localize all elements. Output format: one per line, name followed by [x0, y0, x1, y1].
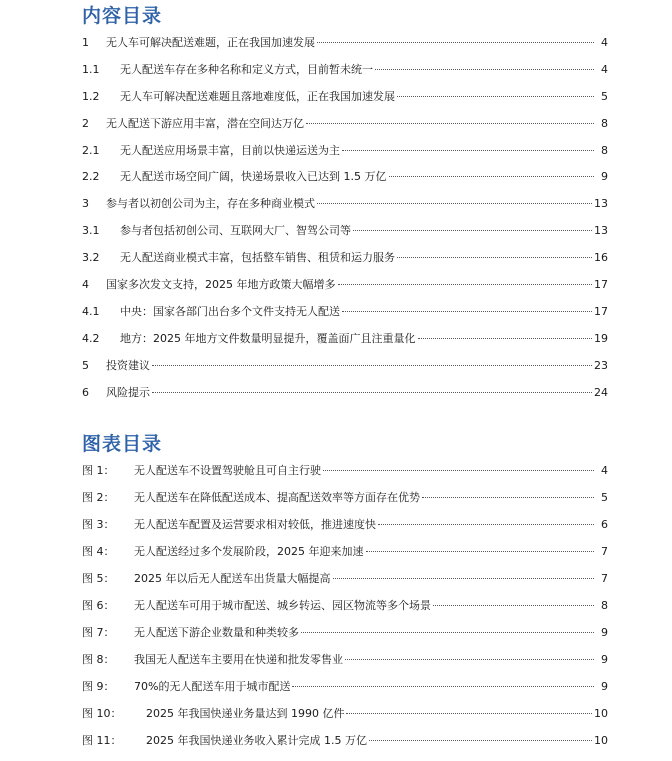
- dot-leader: [378, 524, 594, 525]
- entry-text: 无人配送市场空间广阔，快递场景收入已达到 1.5 万亿: [120, 170, 387, 184]
- entry-page: 13: [594, 224, 608, 238]
- figure-text: 无人配送经过多个发展阶段，2025 年迎来加速: [134, 545, 364, 558]
- entry-page: 8: [601, 116, 608, 130]
- figure-entry[interactable]: [82, 734, 608, 761]
- entry-number: 5: [82, 358, 89, 372]
- entry-text: 中央：国家各部门出台多个文件支持无人配送: [120, 304, 340, 318]
- toc-entry[interactable]: [82, 36, 608, 63]
- dot-leader: [342, 311, 592, 312]
- figure-text: 无人配送车可用于城市配送、城乡转运、园区物流等多个场景: [134, 599, 431, 612]
- figure-entry[interactable]: [82, 626, 608, 653]
- figure-number: 图 6：: [82, 599, 115, 612]
- entry-number: 1: [82, 36, 89, 49]
- entry-page: 17: [594, 304, 608, 318]
- toc-entry[interactable]: [82, 63, 608, 90]
- figures-heading: 图表目录: [82, 433, 163, 455]
- toc-list: [82, 36, 608, 412]
- figure-page: 10: [594, 734, 608, 747]
- entry-page: 4: [601, 36, 608, 49]
- dot-leader: [397, 96, 594, 97]
- entry-page: 19: [594, 331, 608, 345]
- figure-number: 图 3：: [82, 518, 115, 531]
- dot-leader: [375, 69, 594, 70]
- entry-text: 参与者以初创公司为主，存在多种商业模式: [106, 197, 315, 211]
- figure-page: 8: [601, 599, 608, 612]
- entry-text: 风险提示: [106, 385, 150, 399]
- entry-number: 1.1: [82, 62, 100, 76]
- figure-entry[interactable]: [82, 491, 608, 518]
- toc-entry[interactable]: [82, 332, 608, 359]
- figure-text: 无人配送车不设置驾驶舱且可自主行驶: [134, 464, 321, 477]
- figure-number: 图 2：: [82, 491, 115, 504]
- figure-page: 6: [601, 518, 608, 531]
- dot-leader: [317, 42, 594, 43]
- figure-page: 7: [601, 572, 608, 585]
- figure-number: 图 5：: [82, 572, 115, 585]
- entry-number: 2.2: [82, 170, 100, 184]
- entry-number: 3.2: [82, 251, 100, 265]
- figure-number: 图 8：: [82, 653, 115, 666]
- entry-number: 4.1: [82, 304, 100, 318]
- figure-entry[interactable]: [82, 545, 608, 572]
- figure-entry[interactable]: [82, 680, 608, 707]
- figure-page: 7: [601, 545, 608, 558]
- figure-number: 图 10：: [82, 707, 122, 720]
- toc-entry[interactable]: [82, 278, 608, 305]
- figure-text: 2025 年我国快递业务收入累计完成 1.5 万亿: [146, 734, 367, 747]
- dot-leader: [369, 740, 592, 741]
- figure-page: 9: [601, 653, 608, 666]
- entry-page: 16: [594, 251, 608, 265]
- figure-page: 5: [601, 491, 608, 504]
- figure-text: 无人配送下游企业数量和种类较多: [134, 626, 299, 639]
- figure-text: 我国无人配送车主要用在快递和批发零售业: [134, 653, 343, 666]
- entry-text: 无人配送车存在多种名称和定义方式，目前暂未统一: [120, 62, 373, 76]
- figure-number: 图 1：: [82, 464, 115, 477]
- entry-text: 无人配送下游应用丰富，潜在空间达万亿: [106, 116, 304, 130]
- dot-leader: [152, 365, 592, 366]
- figure-number: 图 7：: [82, 626, 115, 639]
- dot-leader: [418, 338, 593, 339]
- entry-number: 3.1: [82, 224, 100, 238]
- entry-page: 13: [594, 197, 608, 211]
- dot-leader: [306, 123, 594, 124]
- dot-leader: [342, 150, 594, 151]
- figure-number: 图 4：: [82, 545, 115, 558]
- entry-page: 5: [601, 89, 608, 103]
- toc-heading: 内容目录: [82, 5, 163, 27]
- dot-leader: [422, 497, 594, 498]
- entry-text: 无人车可解决配送难题，正在我国加速发展: [106, 36, 315, 49]
- entry-text: 无人配送应用场景丰富，目前以快递运送为主: [120, 143, 340, 157]
- figure-text: 2025 年以后无人配送车出货量大幅提高: [134, 572, 331, 585]
- entry-number: 4.2: [82, 331, 100, 345]
- figure-entry[interactable]: [82, 572, 608, 599]
- entry-number: 6: [82, 385, 89, 399]
- toc-entry[interactable]: [82, 305, 608, 332]
- toc-entry[interactable]: [82, 144, 608, 171]
- toc-entry[interactable]: [82, 197, 608, 224]
- entry-page: 17: [594, 278, 608, 292]
- figure-number: 图 9：: [82, 680, 115, 693]
- dot-leader: [338, 284, 593, 285]
- figure-page: 9: [601, 680, 608, 693]
- entry-text: 无人车可解决配送难题且落地难度低，正在我国加速发展: [120, 89, 395, 103]
- entry-number: 1.2: [82, 89, 100, 103]
- figure-entry[interactable]: [82, 707, 608, 734]
- figure-text: 2025 年我国快递业务量达到 1990 亿件: [146, 707, 345, 720]
- figure-page: 10: [594, 707, 608, 720]
- entry-number: 2.1: [82, 143, 100, 157]
- figure-text: 无人配送车在降低配送成本、提高配送效率等方面存在优势: [134, 491, 420, 504]
- toc-entry[interactable]: [82, 224, 608, 251]
- figure-number: 图 11：: [82, 734, 122, 747]
- entry-number: 3: [82, 197, 89, 211]
- figure-text: 无人配送车配置及运营要求相对较低，推进速度快: [134, 518, 376, 531]
- dot-leader: [366, 551, 595, 552]
- dot-leader: [353, 230, 592, 231]
- figure-text: 70%的无人配送车用于城市配送: [134, 680, 291, 693]
- figure-page: 9: [601, 626, 608, 639]
- dot-leader: [317, 203, 592, 204]
- dot-leader: [292, 686, 594, 687]
- toc-entry[interactable]: [82, 90, 608, 117]
- entry-number: 4: [82, 278, 89, 292]
- figure-entry[interactable]: [82, 464, 608, 491]
- figures-list: [82, 464, 608, 761]
- entry-text: 无人配送商业模式丰富，包括整车销售、租赁和运力服务: [120, 251, 395, 265]
- entry-page: 9: [601, 170, 608, 184]
- entry-text: 参与者包括初创公司、互联网大厂、智驾公司等: [120, 224, 351, 238]
- dot-leader: [397, 257, 592, 258]
- dot-leader: [323, 470, 594, 471]
- dot-leader: [433, 605, 594, 606]
- entry-page: 4: [601, 62, 608, 76]
- entry-number: 2: [82, 116, 89, 130]
- entry-page: 23: [594, 358, 608, 372]
- dot-leader: [152, 392, 592, 393]
- figure-entry[interactable]: [82, 518, 608, 545]
- figure-page: 4: [601, 464, 608, 477]
- toc-entry[interactable]: [82, 386, 608, 413]
- figure-entry[interactable]: [82, 653, 608, 680]
- dot-leader: [346, 713, 592, 714]
- entry-text: 地方：2025 年地方文件数量明显提升，覆盖面广且注重量化: [120, 331, 416, 345]
- dot-leader: [345, 659, 594, 660]
- entry-text: 投资建议: [106, 358, 150, 372]
- dot-leader: [333, 578, 595, 579]
- toc-entry[interactable]: [82, 117, 608, 144]
- toc-entry[interactable]: [82, 251, 608, 278]
- dot-leader: [389, 176, 595, 177]
- entry-page: 24: [594, 385, 608, 399]
- dot-leader: [301, 632, 594, 633]
- toc-entry[interactable]: [82, 170, 608, 197]
- entry-page: 8: [601, 143, 608, 157]
- figure-entry[interactable]: [82, 599, 608, 626]
- toc-entry[interactable]: [82, 359, 608, 386]
- entry-text: 国家多次发文支持，2025 年地方政策大幅增多: [106, 278, 336, 292]
